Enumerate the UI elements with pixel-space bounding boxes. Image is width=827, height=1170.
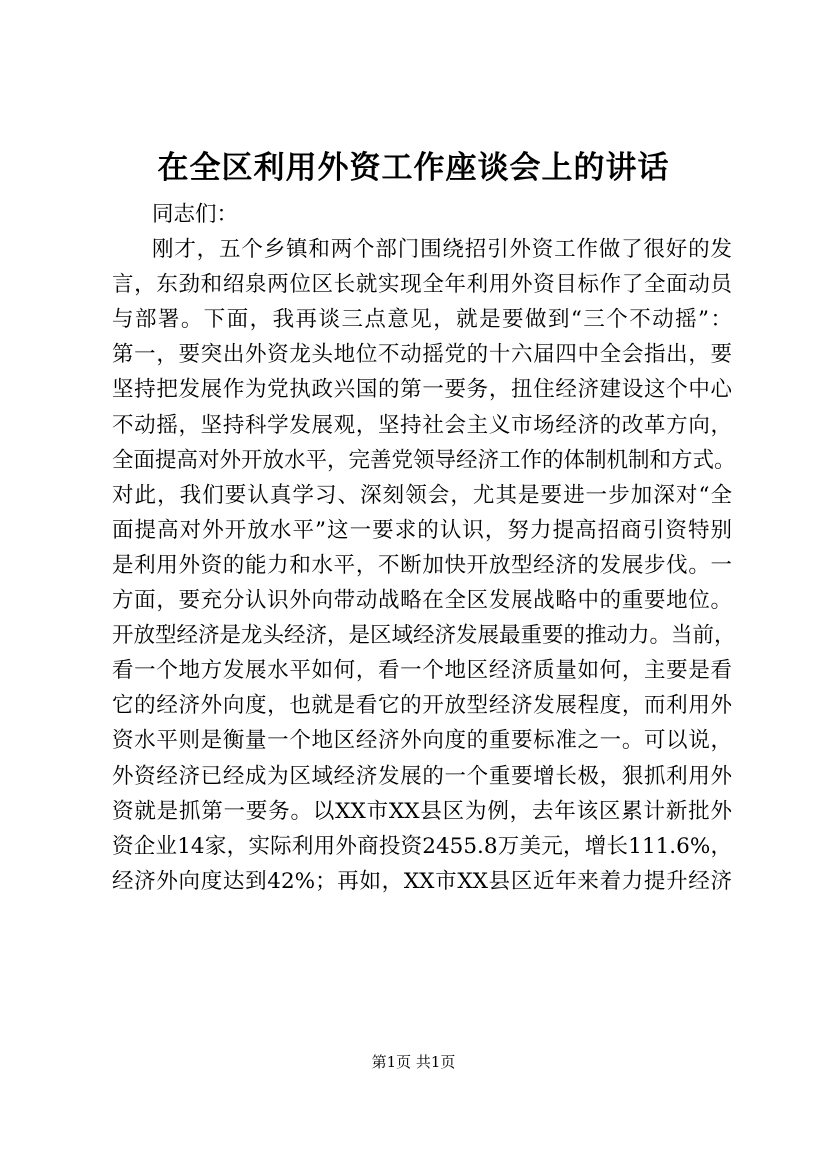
document-body (112, 197, 736, 899)
body-line: 资企业14家，实际利用外商投资2455.8万美元，增长111.6%， (112, 833, 732, 859)
body-line: 对此，我们要认真学习、深刻领会，尤其是要进一步加深对“全 (112, 482, 732, 508)
body-line: 它的经济外向度，也就是看它的开放型经济发展程度，而利用外 (112, 693, 732, 719)
body-line: 不动摇，坚持科学发展观，坚持社会主义市场经济的改革方向， (112, 412, 732, 438)
page-number-footer: 第1页 共1页 (371, 1053, 456, 1071)
body-line: 第一，要突出外资龙头地位不动摇党的十六届四中全会指出，要 (112, 342, 732, 368)
body-line: 刚才，五个乡镇和两个部门围绕招引外资工作做了很好的发 (152, 237, 732, 263)
body-line: 经济外向度达到42%；再如，XX市XX县区近年来着力提升经济 (112, 868, 732, 894)
body-line: 看一个地方发展水平如何，看一个地区经济质量如何，主要是看 (112, 658, 732, 684)
body-line: 外资经济已经成为区域经济发展的一个重要增长极，狠抓利用外 (112, 763, 732, 789)
body-line: 是利用外资的能力和水平，不断加快开放型经济的发展步伐。一 (112, 552, 732, 578)
body-line: 与部署。下面，我再谈三点意见，就是要做到“三个不动摇”： (112, 307, 732, 333)
body-line: 面提高对外开放水平”这一要求的认识，努力提高招商引资特别 (112, 517, 732, 543)
body-line: 全面提高对外开放水平，完善党领导经济工作的体制机制和方式。 (112, 447, 736, 473)
body-line: 言，东劲和绍泉两位区长就实现全年利用外资目标作了全面动员 (112, 272, 732, 298)
body-line: 资就是抓第一要务。以XX市XX县区为例，去年该区累计新批外 (112, 798, 732, 824)
document-title: 在全区利用外资工作座谈会上的讲话 (157, 150, 670, 186)
body-line: 坚持把发展作为党执政兴国的第一要务，扭住经济建设这个中心 (112, 377, 732, 403)
body-line: 开放型经济是龙头经济，是区域经济发展最重要的推动力。当前， (112, 623, 736, 649)
body-line: 资水平则是衡量一个地区经济外向度的重要标准之一。可以说， (112, 728, 732, 754)
salutation-line: 同志们： (152, 202, 239, 227)
body-line: 方面，要充分认识外向带动战略在全区发展战略中的重要地位。 (112, 588, 732, 614)
